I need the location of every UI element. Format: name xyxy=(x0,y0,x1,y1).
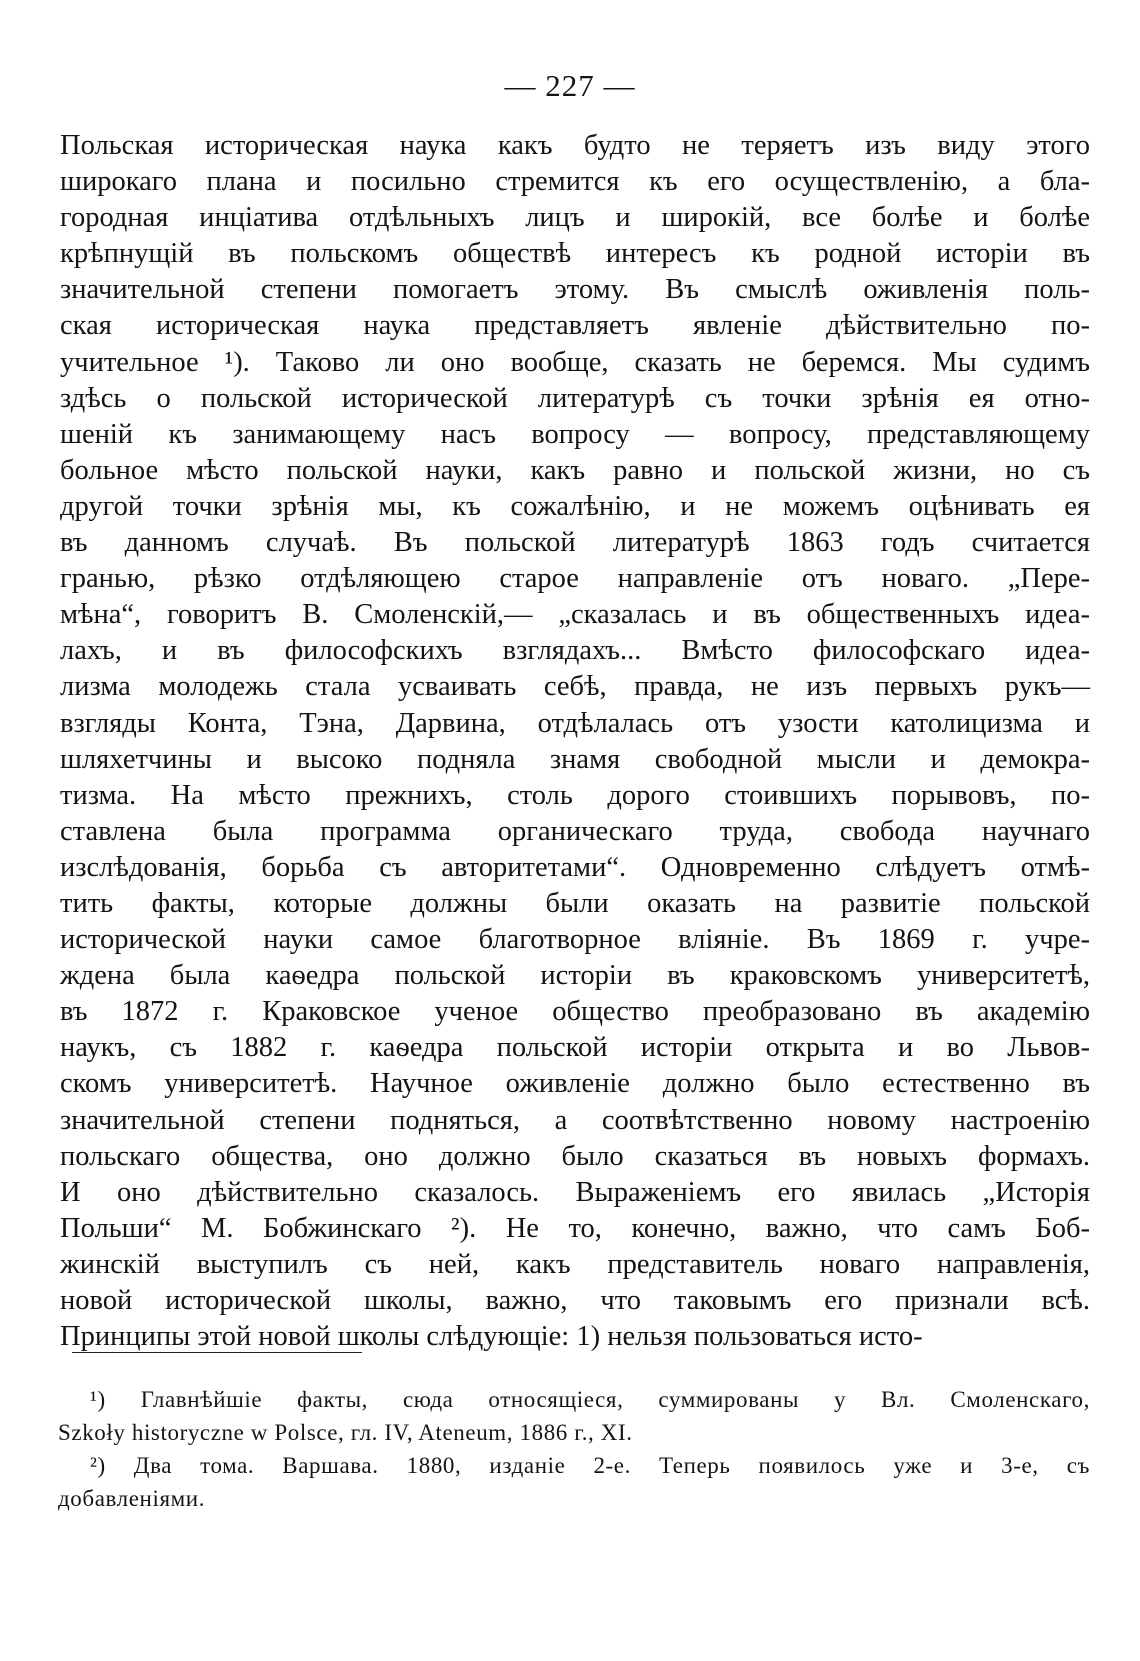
text-line: новой исторической школы, важно, что таковымъ его признали всѣ. xyxy=(60,1285,1090,1316)
text-line: ждена была каѳедра польской исторіи въ краковскомъ университетѣ, xyxy=(60,960,1090,992)
text-line: гранью, рѣзко отдѣляющею старое направленіе отъ новаго. „Пере- xyxy=(60,563,1090,595)
text-line: Принципы этой новой школы слѣдующіе: 1) нельзя пользоваться исто- xyxy=(60,1321,923,1353)
text-line: въ данномъ случаѣ. Въ польской литературѣ 1863 годъ считается xyxy=(60,527,1090,559)
text-line: тить факты, которые должны были оказать на развитіе польской xyxy=(60,887,1090,919)
footnotes xyxy=(58,1383,1090,1515)
text-line: значительной степени помогаетъ этому. Въ смыслѣ оживленія поль- xyxy=(60,274,1090,306)
footnote-1: ¹) Главнѣйшіе факты, сюда относящіеся, суммированы у Вл. Смоленскаго, xyxy=(90,1387,1090,1412)
text-line: крѣпнущій въ польскомъ обществѣ интересъ къ родной исторіи въ xyxy=(60,238,1090,270)
text-line: исторической науки самое благотворное вліяніе. Въ 1869 г. учре- xyxy=(60,924,1090,956)
footnote-2-continuation: добавленіями. xyxy=(58,1486,206,1511)
text-line: Польская историческая наука какъ будто не теряетъ изъ виду этого xyxy=(60,130,1090,161)
text-line: ставлена была программа органическаго труда, свобода научнаго xyxy=(60,815,1090,847)
text-line: взгляды Конта, Тэна, Дарвина, отдѣлалась отъ узости католицизма и xyxy=(60,707,1090,739)
text-line: тизма. На мѣсто прежнихъ, столь дорого стоившихъ порывовъ, по- xyxy=(60,779,1090,811)
text-line: лизма молодежь стала усваивать себѣ, правда, не изъ первыхъ рукъ— xyxy=(60,671,1090,703)
text-line: шеній къ занимающему насъ вопросу — вопросу, представляющему xyxy=(60,418,1090,450)
footnote-1-continuation: Szkoły historyczne w Polsce, гл. IV, Ateneum, 1886 г., XI. xyxy=(58,1420,633,1445)
text-line: учительное ¹). Таково ли оно вообще, сказать не беремся. Мы судимъ xyxy=(60,346,1090,378)
text-line: И оно дѣйствительно сказалось. Выраженіемъ его явилась „Исторія xyxy=(60,1176,1090,1208)
footnote-separator xyxy=(72,1352,362,1353)
text-line: въ 1872 г. Краковское ученое общество преобразовано въ академію xyxy=(60,996,1090,1028)
body-text xyxy=(60,128,1090,1355)
text-line: значительной степени подняться, а соотвѣтственно новому настроенію xyxy=(60,1104,1090,1136)
footnote-2: ²) Два тома. Варшава. 1880, изданіе 2-е. Теперь появилось уже и 3-е, съ xyxy=(90,1453,1090,1478)
text-line: Польши“ М. Бобжинскаго ²). Не то, конечно, важно, что самъ Боб- xyxy=(60,1212,1090,1244)
page-number: — 227 — xyxy=(504,68,636,103)
text-line: шляхетчины и высоко подняла знамя свободной мысли и демокра- xyxy=(60,743,1090,775)
text-line: ская историческая наука представляетъ явленіе дѣйствительно по- xyxy=(60,310,1090,342)
text-line: другой точки зрѣнія мы, къ сожалѣнію, и не можемъ оцѣнивать ея xyxy=(60,490,1090,522)
text-line: жинскій выступилъ съ ней, какъ представитель новаго направленія, xyxy=(60,1248,1090,1280)
text-line: здѣсь о польской исторической литературѣ съ точки зрѣнія ея отно- xyxy=(60,382,1090,414)
text-line: городная инціатива отдѣльныхъ лицъ и широкій, все болѣе и болѣе xyxy=(60,202,1090,234)
text-line: польскаго общества, оно должно было сказаться въ новыхъ формахъ. xyxy=(60,1140,1090,1172)
text-line: широкаго плана и посильно стремится къ его осуществленію, а бла- xyxy=(60,166,1090,198)
text-line: больное мѣсто польской науки, какъ равно и польской жизни, но съ xyxy=(60,454,1090,486)
text-line: наукъ, съ 1882 г. каѳедра польской исторіи открыта и во Львов- xyxy=(60,1032,1090,1064)
text-line: изслѣдованія, борьба съ авторитетами“. Одновременно слѣдуетъ отмѣ- xyxy=(60,851,1090,883)
text-line: мѣна“, говоритъ В. Смоленскій,— „сказалась и въ общественныхъ идеа- xyxy=(60,599,1090,631)
text-line: скомъ университетѣ. Научное оживленіе должно было естественно въ xyxy=(60,1068,1090,1100)
text-line: лахъ, и въ философскихъ взглядахъ... Вмѣсто философскаго идеа- xyxy=(60,635,1090,667)
